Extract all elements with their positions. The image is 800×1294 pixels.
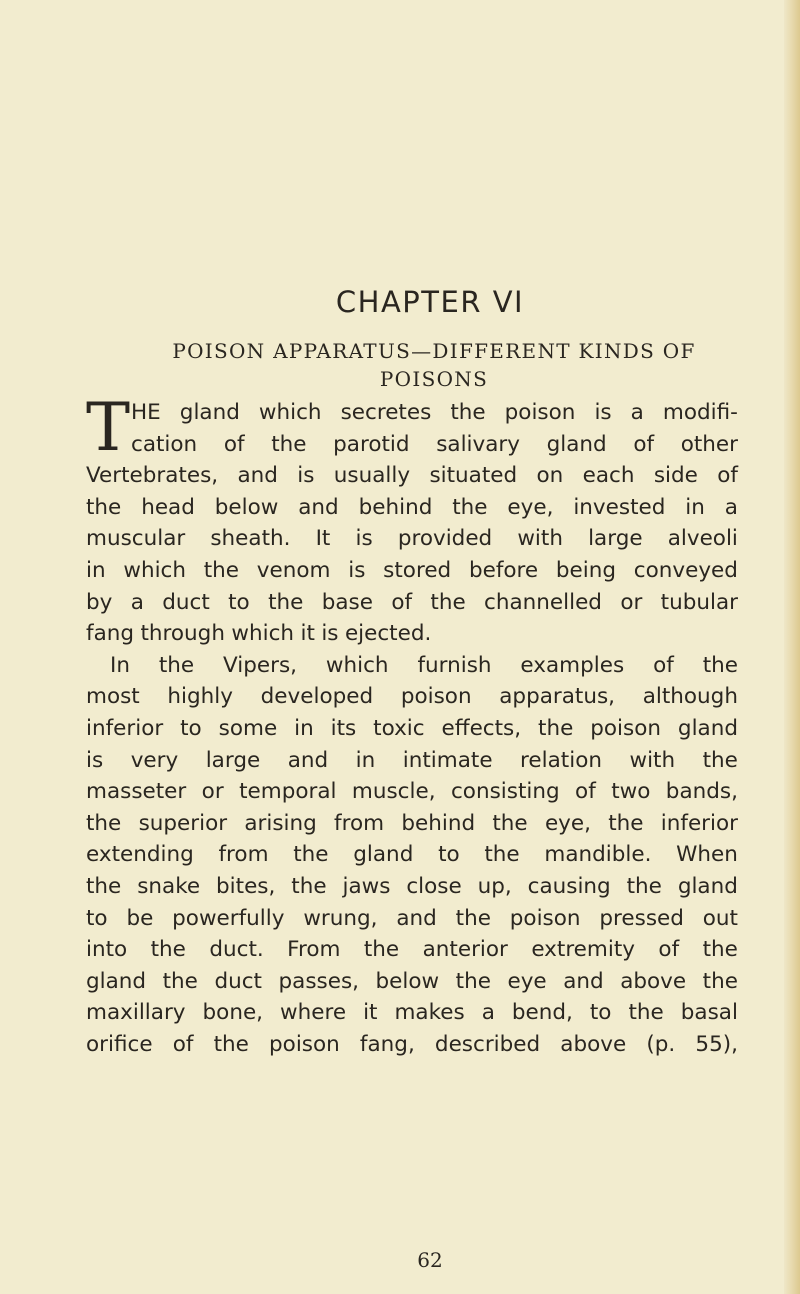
word: toxic — [373, 715, 425, 741]
word: the — [628, 1000, 664, 1026]
word: maxillary — [86, 1000, 186, 1026]
word: effects, — [441, 715, 522, 741]
word: the — [86, 494, 122, 520]
word: bone, — [202, 1000, 264, 1026]
word: of — [223, 431, 245, 457]
word: the — [203, 557, 240, 583]
word: duct — [162, 589, 210, 615]
word: From — [287, 937, 341, 963]
word: inferior — [86, 715, 164, 741]
text-line — [86, 681, 738, 713]
word: two — [611, 779, 651, 805]
word: and — [237, 463, 278, 489]
word: from — [334, 810, 385, 836]
word: of — [717, 463, 738, 489]
word: HE — [131, 400, 161, 425]
word: wrung, — [303, 905, 378, 931]
word: behind — [401, 810, 476, 836]
text-line — [86, 523, 738, 555]
word: eye, — [507, 494, 554, 520]
word: superior — [138, 810, 228, 836]
word: inferior — [660, 810, 738, 836]
word: the — [626, 873, 662, 899]
word: to — [180, 715, 202, 741]
word: extremity — [531, 937, 635, 963]
word: temporal — [239, 779, 337, 805]
word: the — [162, 968, 198, 994]
word: which — [325, 652, 389, 678]
word: bites, — [216, 873, 276, 899]
word: the — [430, 589, 466, 615]
word: highly — [167, 684, 233, 710]
word: be — [126, 905, 154, 931]
word: relation — [520, 747, 602, 773]
drop-cap: T — [86, 389, 131, 466]
word: is — [297, 463, 315, 489]
word: although — [642, 684, 738, 710]
word: poison — [504, 400, 576, 425]
word: which — [231, 621, 295, 647]
word: mandible. — [544, 842, 652, 868]
word: is — [86, 747, 104, 773]
word: the — [150, 937, 186, 963]
word: some — [218, 715, 278, 741]
word: very — [130, 747, 179, 773]
word: jaws — [342, 873, 391, 899]
word: where — [280, 1000, 347, 1026]
word: masseter — [86, 779, 187, 805]
word: 55), — [695, 1031, 738, 1057]
word: head — [141, 494, 195, 520]
word: bend, — [511, 1000, 573, 1026]
word: in — [294, 715, 314, 741]
text-line — [86, 587, 738, 619]
word: the — [484, 842, 520, 868]
word: the — [702, 652, 738, 678]
word: poison — [269, 1031, 340, 1057]
word: by — [86, 589, 113, 615]
word: muscular — [86, 526, 186, 552]
word: of — [658, 937, 680, 963]
word: the — [213, 1031, 249, 1057]
word: in — [685, 494, 705, 520]
word: venom — [256, 557, 331, 583]
word: to — [86, 905, 108, 931]
word: with — [517, 526, 563, 552]
word: of — [653, 652, 674, 678]
text-line — [86, 903, 738, 935]
word: fang — [86, 621, 135, 647]
word: each — [582, 463, 635, 489]
word: cation — [131, 431, 198, 457]
text-line — [86, 934, 738, 966]
word: which — [123, 557, 186, 583]
text-line — [86, 776, 738, 808]
word: of — [172, 1031, 194, 1057]
word: base — [321, 589, 373, 615]
text-line — [86, 839, 738, 871]
word: It — [315, 526, 331, 552]
word: gland — [677, 715, 738, 741]
word: it — [363, 1000, 378, 1026]
word: gland — [546, 431, 607, 457]
word: large — [588, 526, 643, 552]
word: side — [653, 463, 698, 489]
word: which — [258, 400, 322, 425]
word: a — [630, 400, 644, 425]
word: powerfully — [172, 905, 285, 931]
text-line — [86, 745, 738, 777]
text-line — [86, 460, 738, 492]
word: the — [268, 589, 304, 615]
text-line — [86, 429, 738, 461]
word: the — [363, 937, 400, 963]
word: into — [86, 937, 128, 963]
word: the — [271, 431, 307, 457]
word: tubular — [660, 589, 738, 615]
word: close — [406, 873, 462, 899]
chapter-subtitle: POISON APPARATUS—DIFFERENT KINDS OF POISONS — [172, 339, 696, 391]
body-text — [86, 389, 738, 1060]
word: large — [205, 747, 261, 773]
word: the — [452, 494, 488, 520]
text-line — [86, 1029, 738, 1061]
word: poison — [400, 684, 472, 710]
word: out — [702, 905, 738, 931]
word: the — [158, 652, 195, 678]
word: salivary — [436, 431, 520, 457]
word: muscle, — [351, 779, 436, 805]
word: on — [536, 463, 564, 489]
word: the — [293, 842, 329, 868]
word: in — [86, 557, 106, 583]
word: being — [555, 557, 617, 583]
word: of — [391, 589, 413, 615]
word: up, — [477, 873, 512, 899]
word: is — [321, 621, 339, 647]
word: furnish — [417, 652, 492, 678]
word: other — [680, 431, 738, 457]
word: snake — [137, 873, 201, 899]
word: most — [86, 684, 140, 710]
text-line — [86, 713, 738, 745]
word: gland — [179, 400, 240, 425]
word: and — [563, 968, 604, 994]
word: above — [620, 968, 687, 994]
word: the — [450, 400, 486, 425]
word: a — [724, 494, 738, 520]
text-line — [86, 492, 738, 524]
word: poison — [509, 905, 581, 931]
word: fang, — [359, 1031, 415, 1057]
word: the — [702, 747, 738, 773]
word: basal — [680, 1000, 738, 1026]
page-edge-shadow — [784, 0, 800, 1294]
word: causing — [527, 873, 611, 899]
word: the — [702, 937, 738, 963]
word: a — [481, 1000, 495, 1026]
word: or — [201, 779, 224, 805]
chapter-heading: CHAPTER VI — [335, 285, 525, 319]
word: passes, — [278, 968, 359, 994]
word: is — [594, 400, 612, 425]
word: Vipers, — [223, 652, 298, 678]
word: channelled — [484, 589, 602, 615]
text-line — [86, 808, 738, 840]
text-line — [86, 650, 738, 682]
word: conveyed — [633, 557, 738, 583]
word: the — [538, 715, 574, 741]
word: above — [560, 1031, 627, 1057]
word: duct — [214, 968, 262, 994]
word: the — [455, 905, 491, 931]
word: stored — [383, 557, 452, 583]
word: or — [620, 589, 643, 615]
text-line — [86, 555, 738, 587]
word: intimate — [402, 747, 493, 773]
word: invested — [573, 494, 666, 520]
word: the — [608, 810, 644, 836]
text-line — [86, 871, 738, 903]
word: of — [575, 779, 596, 805]
word: sheath. — [210, 526, 291, 552]
word: arising — [244, 810, 317, 836]
word: examples — [520, 652, 625, 678]
word: described — [434, 1031, 541, 1057]
word: (p. — [646, 1031, 676, 1057]
word: behind — [358, 494, 433, 520]
text-line — [86, 397, 738, 429]
page-number: 62 — [417, 1248, 443, 1272]
word: from — [218, 842, 269, 868]
word: When — [676, 842, 738, 868]
word: is — [348, 557, 366, 583]
word: developed — [260, 684, 374, 710]
word: duct. — [209, 937, 264, 963]
word: poison — [590, 715, 661, 741]
word: to — [438, 842, 460, 868]
word: provided — [397, 526, 493, 552]
word: gland — [677, 873, 738, 899]
word: Vertebrates, — [86, 463, 219, 489]
word: through — [140, 621, 225, 647]
text-line — [86, 997, 738, 1029]
word: its — [330, 715, 357, 741]
word: and — [396, 905, 437, 931]
word: bands, — [665, 779, 738, 805]
word: alveoli — [667, 526, 738, 552]
word: a — [130, 589, 144, 615]
word: below — [214, 494, 279, 520]
word: anterior — [422, 937, 508, 963]
word: gland — [353, 842, 414, 868]
word: extending — [86, 842, 194, 868]
word: to — [228, 589, 250, 615]
word: parotid — [333, 431, 410, 457]
word: situated — [429, 463, 518, 489]
word: eye, — [544, 810, 591, 836]
word: apparatus, — [499, 684, 616, 710]
word: the — [455, 968, 491, 994]
word: with — [629, 747, 676, 773]
word: the — [492, 810, 528, 836]
word: ejected. — [344, 621, 432, 647]
word: it — [300, 621, 315, 647]
word: gland — [86, 968, 147, 994]
word: and — [287, 747, 329, 773]
word: modifi- — [662, 400, 738, 425]
word: consisting — [450, 779, 560, 805]
word: orifice — [86, 1031, 153, 1057]
word: In — [110, 652, 130, 678]
word: of — [633, 431, 655, 457]
word: the — [291, 873, 327, 899]
word: the — [86, 810, 122, 836]
word: below — [375, 968, 440, 994]
word: secretes — [340, 400, 432, 425]
word: the — [86, 873, 122, 899]
word: usually — [333, 463, 411, 489]
word: in — [355, 747, 376, 773]
word: pressed — [599, 905, 684, 931]
word: is — [355, 526, 373, 552]
text-line — [86, 966, 738, 998]
word: to — [589, 1000, 612, 1026]
word: before — [468, 557, 539, 583]
word: makes — [394, 1000, 465, 1026]
text-line — [86, 618, 738, 650]
word: the — [702, 968, 738, 994]
word: eye — [507, 968, 547, 994]
word: and — [298, 494, 339, 520]
